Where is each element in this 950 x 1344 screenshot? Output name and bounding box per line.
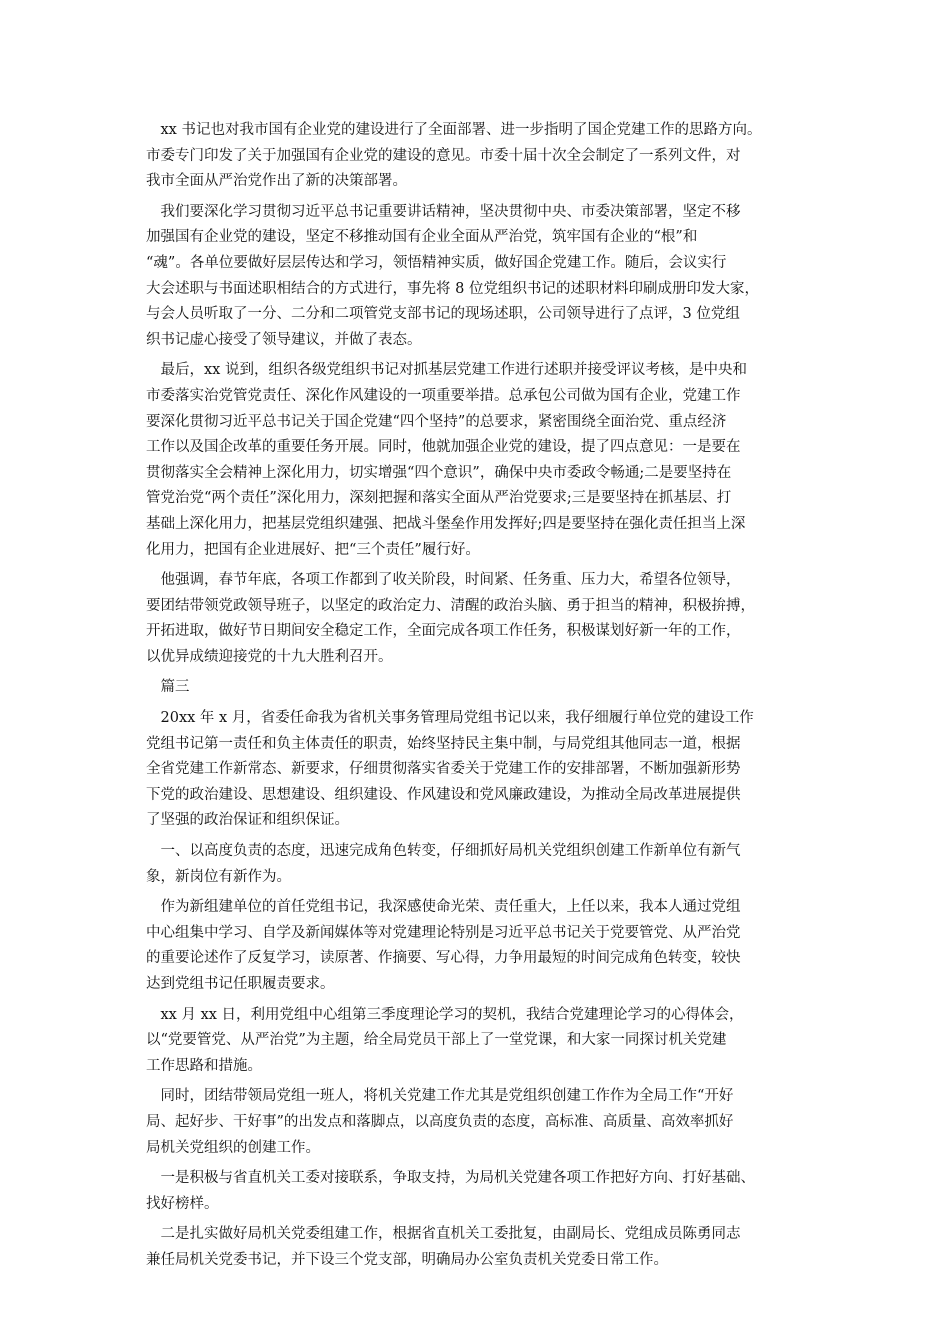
paragraph xyxy=(146,706,818,834)
paragraph xyxy=(146,839,818,890)
paragraph xyxy=(146,895,818,997)
text-line: 同时，团结带领局党组一班人，将机关党建工作尤其是党组织创建工作作为全局工作“开好 xyxy=(146,1088,734,1105)
text-line: 要团结带领党政领导班子，以坚定的政治定力、清醒的政治头脑、勇于担当的精神，积极拚搏， xyxy=(146,597,755,614)
text-line: 开拓进取，做好节日期间安全稳定工作，全面完成各项工作任务，积极谋划好新一年的工作， xyxy=(146,623,741,640)
text-line: 我们要深化学习贯彻习近平总书记重要讲话精神，坚决贯彻中央、市委决策部署，坚定不移 xyxy=(146,203,741,220)
text-line: xx 月 xx 日，利用党组中心组第三季度理论学习的契机，我结合党建理论学习的心得体会， xyxy=(146,1006,744,1023)
paragraph xyxy=(146,1166,818,1217)
text-line: 20xx 年 x 月，省委任命我为省机关事务管理局党组书记以来，我仔细履行单位党的建设工作 xyxy=(146,710,754,727)
paragraph xyxy=(146,1222,818,1273)
paragraph xyxy=(146,1003,818,1080)
text-line: 以优异成绩迎接党的十九大胜利召开。 xyxy=(146,648,393,665)
paragraph xyxy=(146,358,818,563)
text-line: xx 书记也对我市国有企业党的建设进行了全面部署、进一步指明了国企党建工作的思路方向。 xyxy=(146,122,762,138)
text-line: 以“党要管党、从严治党”为主题，给全局党员干部上了一堂党课，和大家一同探讨机关党建 xyxy=(146,1032,727,1049)
text-line: 化用力，把国有企业进展好、把“三个责任”履行好。 xyxy=(146,541,480,558)
text-line: 大会述职与书面述职相结合的方式进行，事先将 8 位党组织书记的述职材料印刷成册印发大家， xyxy=(146,280,759,297)
text-line: 篇三 xyxy=(146,679,190,696)
text-line: 加强国有企业党的建设，坚定不移推动国有企业全面从严治党，筑牢国有企业的“根”和 xyxy=(146,229,698,246)
text-line: 象，新岗位有新作为。 xyxy=(146,868,291,885)
paragraph xyxy=(146,1084,818,1161)
paragraph xyxy=(146,118,818,195)
text-line: 织书记虚心接受了领导建议，并做了表态。 xyxy=(146,331,422,348)
text-line: 一、以高度负责的态度，迅速完成角色转变，仔细抓好局机关党组织创建工作新单位有新气 xyxy=(146,843,741,860)
text-line: 找好榜样。 xyxy=(146,1195,219,1212)
text-line: 最后，xx 说到，组织各级党组织书记对抓基层党建工作进行述职并接受评议考核，是中央和 xyxy=(146,362,747,379)
text-line: 市委落实治党管党责任、深化作风建设的一项重要举措。总承包公司做为国有企业，党建工作 xyxy=(146,387,741,404)
text-line: 局、起好步、干好事”的出发点和落脚点，以高度负责的态度，高标准、高质量、高效率抓好 xyxy=(146,1113,734,1130)
text-line: 要深化贯彻习近平总书记关于国企党建“四个坚持”的总要求，紧密围绕全面治党、重点经济 xyxy=(146,413,727,430)
text-line: 我市全面从严治党作出了新的决策部署。 xyxy=(146,173,407,190)
paragraph xyxy=(146,568,818,670)
text-line: 作为新组建单位的首任党组书记，我深感使命光荣、责任重大，上任以来，我本人通过党组 xyxy=(146,899,741,916)
document-body xyxy=(146,118,818,1274)
paragraph xyxy=(146,200,818,354)
text-line: 达到党组书记任职履责要求。 xyxy=(146,976,335,992)
text-line: 局机关党组织的创建工作。 xyxy=(146,1139,320,1156)
text-line: 的重要论述作了反复学习，读原著、作摘要、写心得，力争用最短的时间完成角色转变，较快 xyxy=(146,950,741,967)
text-line: “魂”。各单位要做好层层传达和学习，领悟精神实质，做好国企党建工作。随后，会议实行 xyxy=(146,254,727,271)
text-line: 兼任局机关党委书记，并下设三个党支部，明确局办公室负责机关党委日常工作。 xyxy=(146,1251,668,1268)
text-line: 基础上深化用力，把基层党组织建强、把战斗堡垒作用发挥好;四是要坚持在强化责任担当上深 xyxy=(146,515,746,532)
text-line: 管党治党“两个责任”深化用力，深刻把握和落实全面从严治党要求;三是要坚持在抓基层、打 xyxy=(146,490,732,507)
text-line: 中心组集中学习、自学及新闻媒体等对党建理论特别是习近平总书记关于党要管党、从严治党 xyxy=(146,924,741,941)
text-line: 工作以及国企改革的重要任务开展。同时，他就加强企业党的建设，提了四点意见：一是要在 xyxy=(146,439,741,456)
text-line: 市委专门印发了关于加强国有企业党的建设的意见。市委十届十次全会制定了一系列文件，对 xyxy=(146,147,741,164)
text-line: 一是积极与省直机关工委对接联系，争取支持，为局机关党建各项工作把好方向、打好基础、 xyxy=(146,1170,755,1187)
text-line: 了坚强的政治保证和组织保证。 xyxy=(146,812,349,829)
text-line: 全省党建工作新常态、新要求，仔细贯彻落实省委关于党建工作的安排部署，不断加强新形势 xyxy=(146,761,741,778)
text-line: 贯彻落实全会精神上深化用力，切实增强“四个意识”，确保中央市委政令畅通;二是要坚持在 xyxy=(146,464,732,481)
text-line: 党组书记第一责任和负主体责任的职责，始终坚持民主集中制，与局党组其他同志一道，根据 xyxy=(146,735,741,752)
text-line: 与会人员听取了一分、二分和二项管党支部书记的现场述职，公司领导进行了点评，3 位党组 xyxy=(146,306,740,323)
text-line: 他强调，春节年底，各项工作都到了收关阶段，时间紧、任务重、压力大，希望各位领导， xyxy=(146,572,741,589)
text-line: 下党的政治建设、思想建设、组织建设、作风建设和党风廉政建设，为推动全局改革进展提供 xyxy=(146,786,741,803)
text-line: 二是扎实做好局机关党委组建工作，根据省直机关工委批复，由副局长、党组成员陈勇同志 xyxy=(146,1226,741,1243)
paragraph xyxy=(146,675,818,701)
text-line: 工作思路和措施。 xyxy=(146,1057,262,1074)
